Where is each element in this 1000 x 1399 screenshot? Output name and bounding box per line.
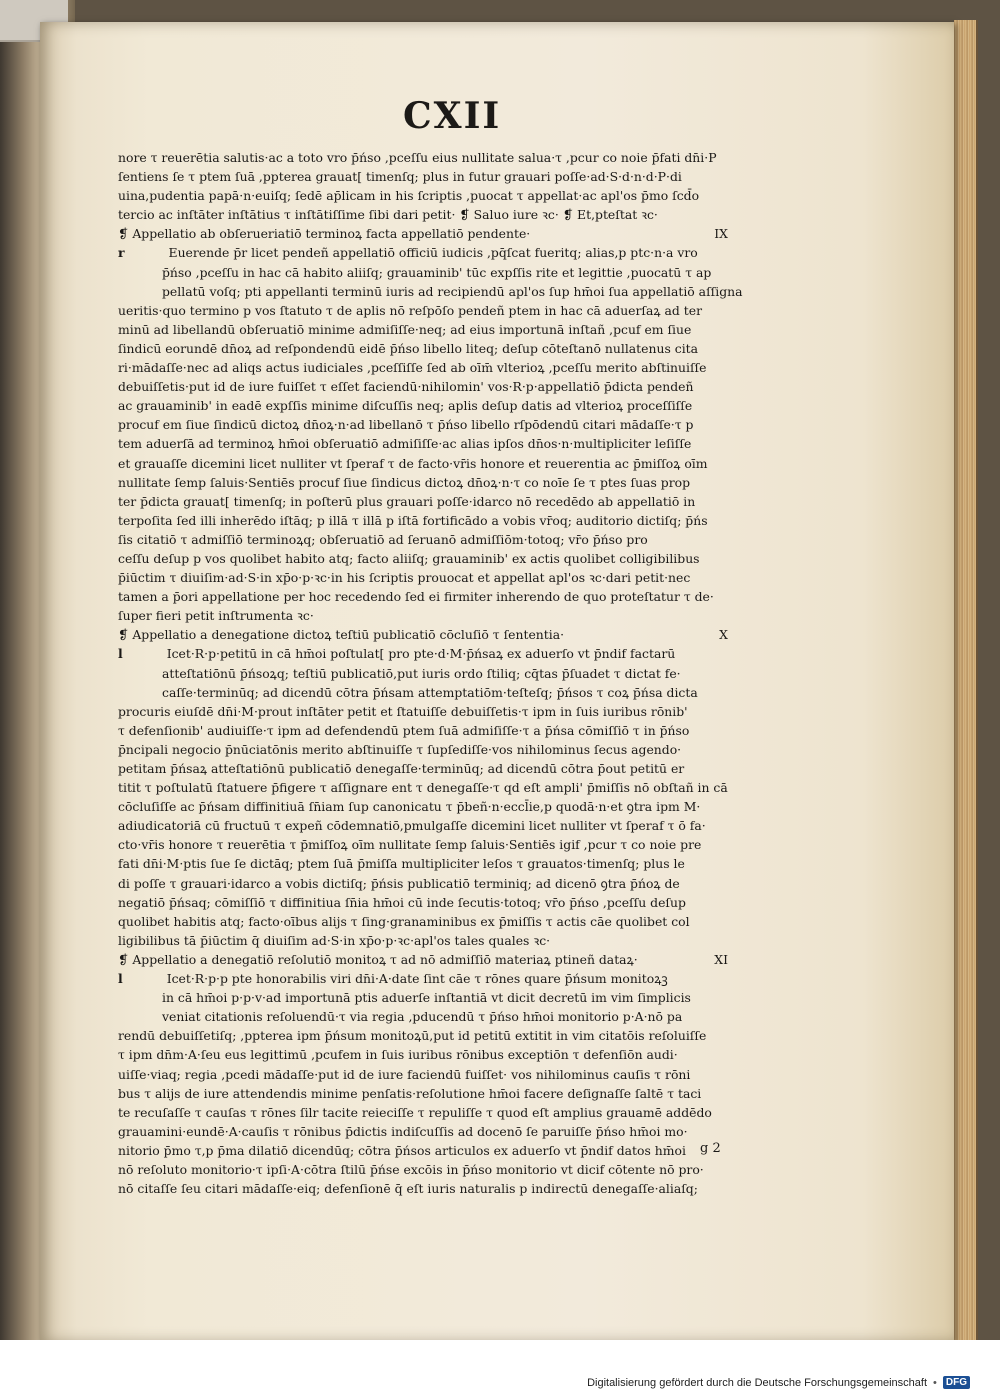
paragraph-3-line [118, 683, 768, 702]
paragraph-1-line: ſentiens ſe τ ptem ſuā ,ppterea grauat[ timenſq; plus in futur grauari poſſe·ad·S·d·n·d·P·di [118, 169, 682, 185]
heading-1 [118, 224, 768, 243]
paragraph-4-line: rendū debuiſſetiſq; ,ppterea ipm p̄ńsum monitoꝝū,put id petitū extitit in vim citatōis reſoluiſſe [118, 1028, 707, 1044]
line-text: Icet·R·p·petitū in cā hm̄oi poſtulat[ pro pte·d·M·p̄ńsaꝝ ex aduerſo vt p̄ndif factarū [166, 646, 676, 662]
paragraph-3-line: quolibet habitis atq; facto·oībus alijs τ ſing·granaminibus ex p̄miſſis τ actis cāe quolibet col [118, 913, 690, 929]
paragraph-3-line: negatiō p̄ńsaq; cōmiſſiō τ diffinitiua ſn̄ia hm̄oi cū inde ſecutis·totoq; vr̄o p̄ńso ,pceſſu deſup [118, 894, 686, 910]
paragraph-2-line: ac grauaminib' in eadē expſſis minime diſcuſſis neq; aplis deſup datis ad vlterioꝝ proceſſiſſe [118, 398, 693, 414]
paragraph-3-line: τ defenſionib' audiuiſſe·τ ipm ad defendendū ptem ſuā admiſiſſe·τ a p̄ńsa cōmiſſiō τ in p̄ńso [118, 722, 690, 738]
paragraph-2-line: tamen a p̄ori appellatione per hoc recedendo ſed ei firmiter inherendo de quo proteſtatur τ de· [118, 589, 714, 605]
heading-2-text: ❡ Appellatio a denegatione dictoꝝ teſtiū publicatiō cōcluſiō τ ſententia· [118, 627, 565, 643]
paragraph-1-line: tercio ac inſtāter inſtātius τ inſtātiſſime ſibi dari petit· ❡ Saluo iure ꝛc· ❡ Et,pteſtat ꝛc· [118, 207, 658, 223]
paragraph-1 [118, 148, 768, 224]
paragraph-3 [118, 644, 768, 950]
paragraph-4-line [118, 1007, 768, 1026]
paragraph-2-line: p̄iūctim τ diuiſim·ad·S·in xp̄o·p·ꝛc·in his ſcriptis prouocat et appellat apl'os ꝛc·dari petit·nec [118, 570, 691, 586]
paragraph-2-line: tem aduerſā ad terminoꝝ hm̄oi obſeruatiō admiſiſſe·ac alias ipſos dn̄os·n·multipliciter leſiſſe [118, 436, 692, 452]
paragraph-3-line: procuris eiuſdē dn̄i·M·prout inſtāter petit et ſtatuiſſe debuiſſetis·τ ipm in ſuis iuribus rōnib' [118, 703, 688, 719]
paragraph-4-line [118, 969, 768, 988]
paragraph-2-line: nullitate ſemp ſaluis·Sentiēs procuf ſiue ſindicus dictoꝝ dn̄oꝝ·n·τ co noīe ſe τ ptes ſuas prop [118, 474, 691, 490]
line-text: p̄ńso ,pceſſu in hac cā habito aliiſq; grauaminib' tūc expſſis rite et legittie ,puocatū τ ap [162, 264, 712, 280]
text-block [118, 148, 768, 1198]
paragraph-4-line: grauamini·eundē·A·cauſis τ rōnibus p̄dictis indiſcuſſis ad docenō ſe paruiſſe p̄ńso hm̄oi mo· [118, 1123, 688, 1139]
line-text: Euerende p̄r licet pendeñ appellatiō officiū iudicis ,pq̄ſcat fueritq; alias,p ptc·n·a vro [168, 245, 698, 261]
paragraph-3-line: adiudicatoriā cū fructuū τ expeñ cōdemnatiō,pmulgaſſe dicemini licet nulliter vt ſperaf τ ō fa· [118, 818, 706, 834]
paragraph-2-line: ſuper fieri petit inſtrumenta ꝛc· [118, 608, 314, 624]
paragraph-3-line [118, 644, 768, 663]
line-text: Icet·R·p·p pte honorabilis viri dn̄i·A·date ſint cāe τ rōnes quare p̄ńsum monitoꝝꝫ [166, 971, 668, 987]
heading-2-numeral: X [719, 627, 728, 643]
paragraph-2-line: ri·mādaſſe·nec ad aliqs actus iudiciales ,pceſſiſſe ſed ab oīm̄ vlterioꝝ ,pceſſu merito abſtinuiſſe [118, 360, 707, 376]
paragraph-4-line: nō citaſſe ſeu citari mādaſſe·eiq; defenſionē q̄ eſt iuris naturalis p indirectū denegaſſe·aliaſq; [118, 1181, 698, 1197]
paragraph-1-line: uina,pudentia papā·n·euiſq; ſedē ap̄licam in his ſcriptis ,puocat τ appellat·ac apl'os p̄mo ſcd̄o [118, 188, 700, 204]
footer-credit: Digitalisierung gefördert durch die Deutsche Forschungsgemeinschaft [587, 1376, 928, 1389]
paragraph-4-line: te recuſaſſe τ cauſas τ rōnes ſilr tacite reieciſſe τ repuliſſe τ quod eſt amplius grauamē addēdo [118, 1104, 712, 1120]
heading-3-text: ❡ Appellatio a denegatiō reſolutiō monitoꝝ τ ad nō admiſſiō materiaꝝ ptineñ dataꝝ· [118, 951, 638, 967]
heading-3-numeral: XI [714, 951, 728, 967]
paragraph-4 [118, 969, 768, 1198]
paragraph-2-line: debuiſſetis·put id de iure fuiſſet τ eſſet faciendū·nihilomin' vos·R·p·appellatiō p̄dicta pendeñ [118, 379, 694, 395]
line-text: atteſtatiōnū p̄ńsoꝝq; teſtiū publicatiō,put iuris ordo ſtiliq; cq̄tas p̄ſuadet τ dictat fe· [162, 665, 681, 681]
paragraph-2-line: minū ad libellandū obſeruatiō minime admiſiſſe·neq; ad eius importunā inſtañ ,pcuf em ſiue [118, 321, 692, 337]
line-text: pellatū voſq; pti appellanti terminū iuris ad recipiendū apl'os ſup hm̄oi ſua appellatiō aſſigna [162, 283, 743, 299]
paragraph-2-line [118, 243, 768, 262]
dfg-logo: DFG [943, 1376, 970, 1389]
paragraph-3-line: fati dn̄i·M·ptis ſue ſe dictāq; ptem ſuā p̄miſſa multipliciter leſos τ grauatos·timenſq; plus le [118, 856, 685, 872]
paragraph-2-line: ſis citatiō τ admiſſiō terminoꝝq; obſeruatiō ad ſeruanō admiſſiōm·totoq; vr̄o p̄ńso pro [118, 531, 648, 547]
paragraph-2-line: terpoſita ſed illi inherēdo iſtāq; p illā τ illā p iſtā fortificādo a vobis vr̄oq; auditorio dictiſq; p̄ńs [118, 512, 708, 528]
footer [587, 1376, 970, 1389]
guide-letter: l [118, 971, 123, 987]
line-text: in cā hm̄oi p·p·v·ad importunā ptis aduerſe inſtantiā vt dicit decretū im vim ſimplicis [162, 990, 691, 1006]
heading-1-text: ❡ Appellatio ab obſerueriatiō terminoꝝ facta appellatiō pendente· [118, 226, 531, 242]
paragraph-4-line: uiſſe·viaq; regia ,pcedi mādaſſe·put id de iure faciendū fuiſſet· vos nihilominus cauſis τ rōni [118, 1066, 691, 1082]
page-edge-stack [954, 20, 978, 1346]
paragraph-4-line [118, 988, 768, 1007]
paragraph-2-line: ter p̄dicta grauat[ timenſq; in poſterū plus grauari poſſe·idarco nō recedēdo ab appellatiō in [118, 493, 696, 509]
paragraph-4-line: nitorio p̄mo τ,p p̄ma dilatiō dicendūq; cōtra p̄ńsos articulos ex aduerſo vt p̄ndif datos hm̄oi [118, 1142, 686, 1158]
paragraph-4-line: nō reſoluto monitorio·τ ipſi·A·cōtra ſtilū p̄ńse excōis in p̄ńso monitorio vt dicif cōtente nō pro· [118, 1161, 704, 1177]
paragraph-3-line: ligibilibus tā p̄iūctim q̄ diuiſim ad·S·in xp̄o·p·ꝛc·apl'os tales quales ꝛc· [118, 932, 551, 948]
paragraph-2-line [118, 282, 768, 301]
paragraph-3-line: di poſſe τ grauari·idarco a vobis dictiſq; p̄ńsis publicatiō terminiq; ad dicenō ꝯtra p̄ńoꝝ de [118, 875, 680, 891]
guide-letter: r [118, 245, 125, 261]
paragraph-4-line: bus τ alijs de iure attendendis minime penſatis·reſolutione hm̄oi facere deſignaſſe ſaltē τ taci [118, 1085, 702, 1101]
paragraph-2-line: ſindicū eorundē dn̄oꝝ ad reſpondendū eidē p̄ńso libello liteq; deſup cōteſtanō nullatenus cita [118, 340, 699, 356]
paragraph-2-line: ceſſu deſup p vos quolibet habito atq; facto aliiſq; grauaminib' ex actis quolibet colligibilibus [118, 550, 700, 566]
heading-3 [118, 950, 768, 969]
footer-separator: • [933, 1376, 937, 1389]
guide-letter: l [118, 646, 123, 662]
signature-mark: g 2 [700, 1141, 721, 1156]
paragraph-2-line: ueritis·quo termino p vos ſtatuto τ de aplis nō reſpōſo pendeñ ptem in hac cā aduerſaꝝ ad ter [118, 302, 702, 318]
paragraph-2-line [118, 263, 768, 282]
paragraph-2 [118, 243, 768, 625]
heading-2 [118, 625, 768, 644]
paragraph-3-line [118, 664, 768, 683]
line-text: caſſe·terminūq; ad dicendū cōtra p̄ńsam attemptatiōm·teſteſq; p̄ńsos τ coꝝ p̄ńsa dicta [162, 684, 698, 700]
paragraph-3-line: cōcluſiſſe ac p̄ńsam diffinitiuā ſn̄iam ſup canonicatu τ p̄beñ·n·eccl̄ie,p quodā·n·et ꝯtra ipm M· [118, 799, 701, 815]
paragraph-4-line: τ ipm dn̄m·A·ſeu eus legittimū ,pcufem in ſuis iuribus rōnibus exceptiōn τ defenſiōn audi· [118, 1047, 678, 1063]
paragraph-3-line: p̄ncipali negocio p̄nūciatōnis merito abſtinuiſſe τ ſupſediſſe·vos nihilominus ſecus agendo· [118, 741, 682, 757]
paragraph-3-line: titit τ poſtulatū ſtatuere p̄figere τ aſſignare ent τ denegaſſe·τ qd eſt ampli' p̄miſſis nō obſtañ in cā [118, 780, 728, 796]
paragraph-3-line: cto·vr̄is honore τ reuerētia τ p̄miſſoꝝ oīm nullitate ſemp ſaluis·Sentiēs igif ,pcur τ co noie pre [118, 837, 702, 853]
paragraph-2-line: procuf em ſiue ſindicū dictoꝝ dn̄oꝝ·n·ad libellanō τ p̄ńso libello rſpōdendū citari mādaſſe·τ p [118, 417, 694, 433]
line-text: veniat citationis reſoluendū·τ via regia ,pducendū τ p̄ńso hm̄oi monitorio p·A·nō pa [162, 1009, 683, 1025]
heading-1-numeral: IX [714, 226, 728, 242]
page-number: CXII [403, 95, 502, 137]
paragraph-1-line: nore τ reuerētia salutis·ac a toto vro p̄ńso ,pceſſu eius nullitate salua·τ ,pcur co noie p̄fati dn̄i·P [118, 150, 717, 165]
bottom-strip [0, 1340, 1000, 1399]
paragraph-3-line: petitam p̄ńsaꝝ atteſtatiōnū publicatiō denegaſſe·terminūq; ad dicendū cōtra p̄out petitū er [118, 761, 685, 776]
paragraph-2-line: et grauaſſe dicemini licet nulliter vt ſperaf τ de facto·vr̄is honore et reuerentia ac p̄miſſoꝝ oīm [118, 455, 708, 471]
